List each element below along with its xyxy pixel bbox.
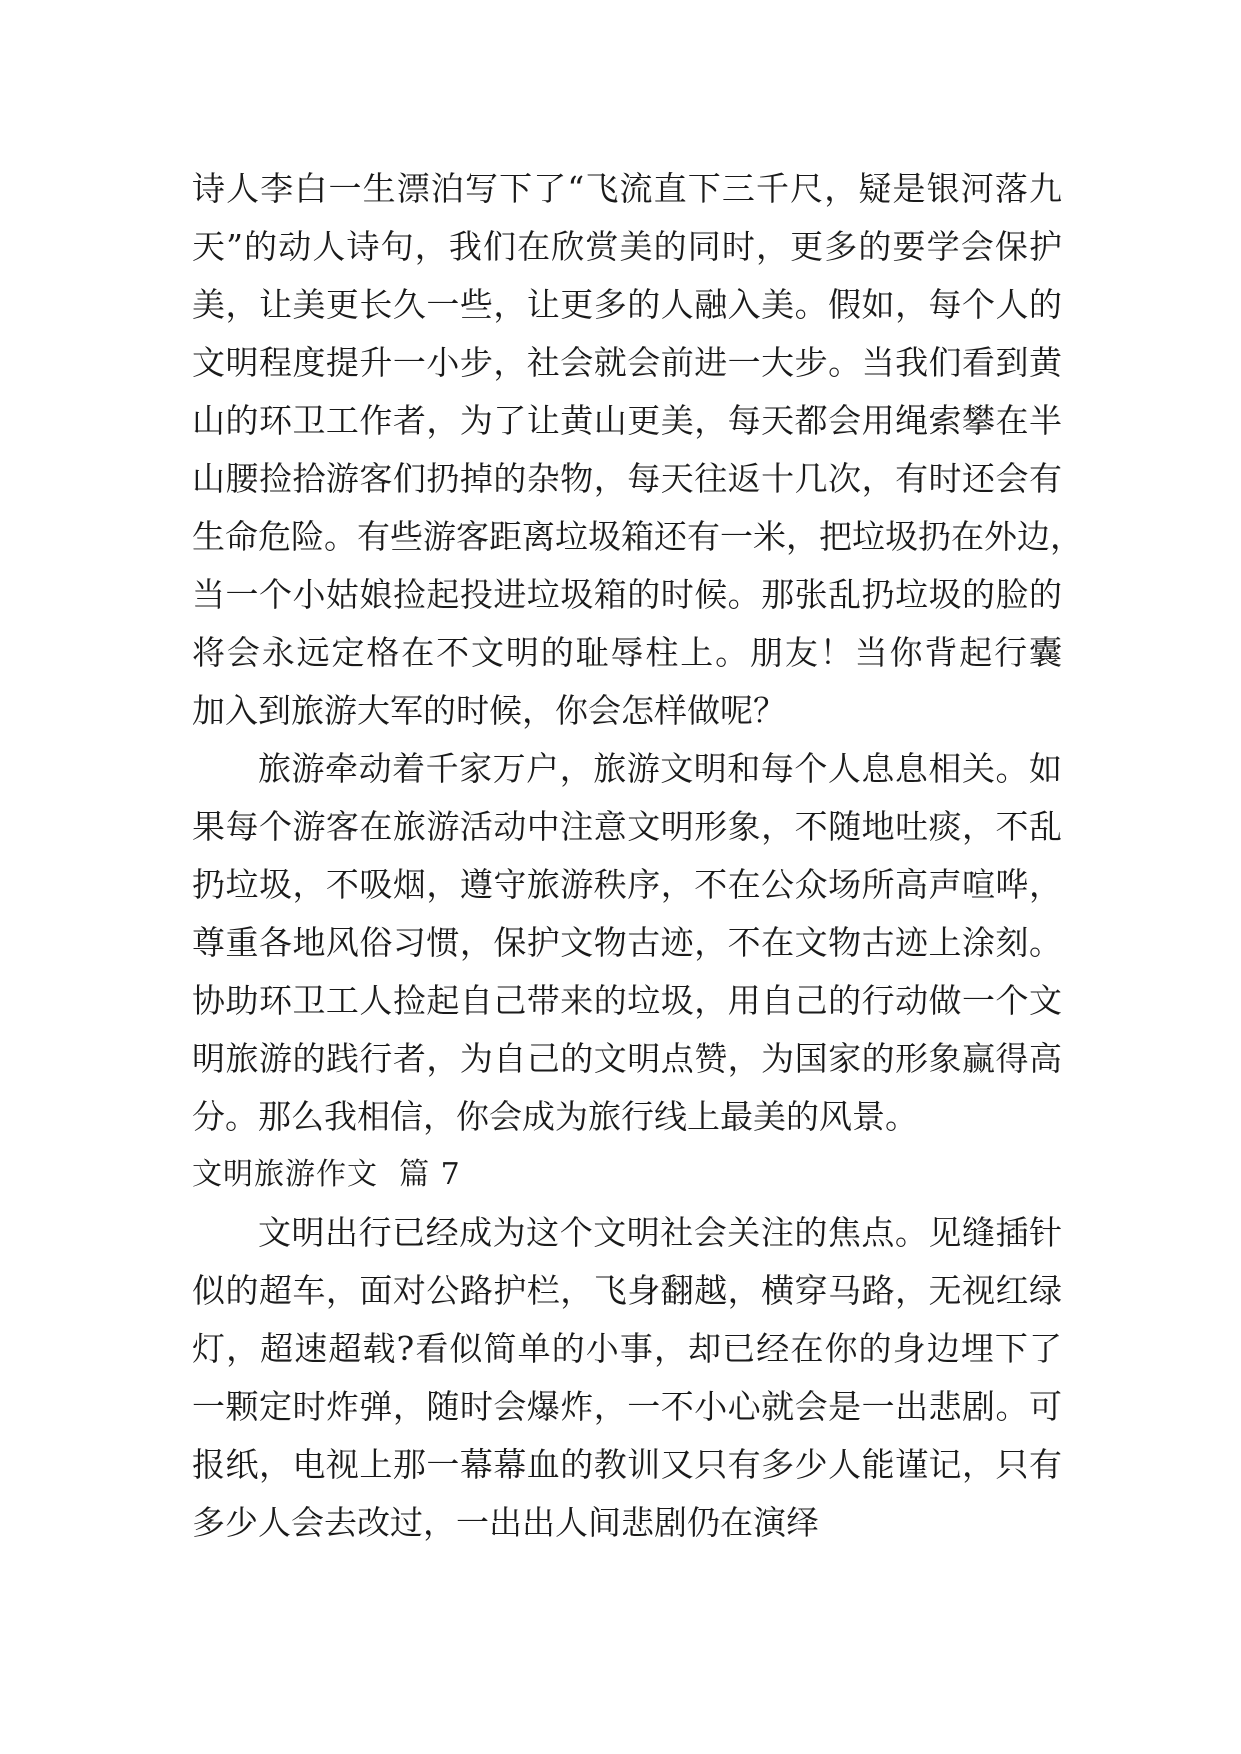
text-line: 诗人李白一生漂泊写下了“飞流直下三千尺，疑是银河落九 [192,169,1062,208]
text-line: 多少人会去改过，一出出人间悲剧仍在演绎 [192,1503,819,1542]
text-line: 生命危险。有些游客距离垃圾箱还有一米，把垃圾扔在外边， [192,517,1083,556]
text-line: 旅游牵动着千家万户，旅游文明和每个人息息相关。如 [258,749,1062,788]
text-line: 文明程度提升一小步，社会就会前进一大步。当我们看到黄 [192,343,1062,382]
text-line: 灯，超速超载?看似简单的小事，却已经在你的身边埋下了 [192,1329,1062,1368]
document-body [192,160,1083,1552]
text-line: 一颗定时炸弹，随时会爆炸，一不小心就会是一出悲剧。可 [192,1387,1062,1426]
text-line: 山的环卫工作者，为了让黄山更美，每天都会用绳索攀在半 [192,401,1062,440]
text-line: 加入到旅游大军的时候，你会怎样做呢？ [192,691,786,730]
text-line: 似的超车，面对公路护栏，飞身翻越，横穿马路，无视红绿 [192,1271,1062,1310]
section-heading: 文明旅游作文 篇 7 [192,1157,461,1192]
paragraph-3 [192,1204,1062,1552]
text-line: 美，让美更长久一些，让更多的人融入美。假如，每个人的 [192,285,1062,324]
text-line: 协助环卫工人捡起自己带来的垃圾，用自己的行动做一个文 [192,981,1062,1020]
text-line: 文明出行已经成为这个文明社会关注的焦点。见缝插针 [258,1213,1062,1252]
text-line: 分。那么我相信，你会成为旅行线上最美的风景。 [192,1097,918,1136]
paragraph-1 [192,160,1083,740]
text-line: 天”的动人诗句，我们在欣赏美的同时，更多的要学会保护 [192,227,1062,266]
text-line: 将会永远定格在不文明的耻辱柱上。朋友！当你背起行囊 [192,633,1062,672]
text-line: 报纸，电视上那一幕幕血的教训又只有多少人能谨记，只有 [192,1445,1062,1484]
text-line: 果每个游客在旅游活动中注意文明形象，不随地吐痰，不乱 [192,807,1062,846]
text-line: 山腰捡拾游客们扔掉的杂物，每天往返十几次，有时还会有 [192,459,1062,498]
text-line: 当一个小姑娘捡起投进垃圾箱的时候。那张乱扔垃圾的脸的 [192,575,1062,614]
text-line: 扔垃圾，不吸烟，遵守旅游秩序，不在公众场所高声喧哗， [192,865,1062,904]
text-line: 明旅游的践行者，为自己的文明点赞，为国家的形象赢得高 [192,1039,1062,1078]
text-line: 尊重各地风俗习惯，保护文物古迹，不在文物古迹上涂刻。 [192,923,1062,962]
paragraph-2 [192,740,1062,1146]
